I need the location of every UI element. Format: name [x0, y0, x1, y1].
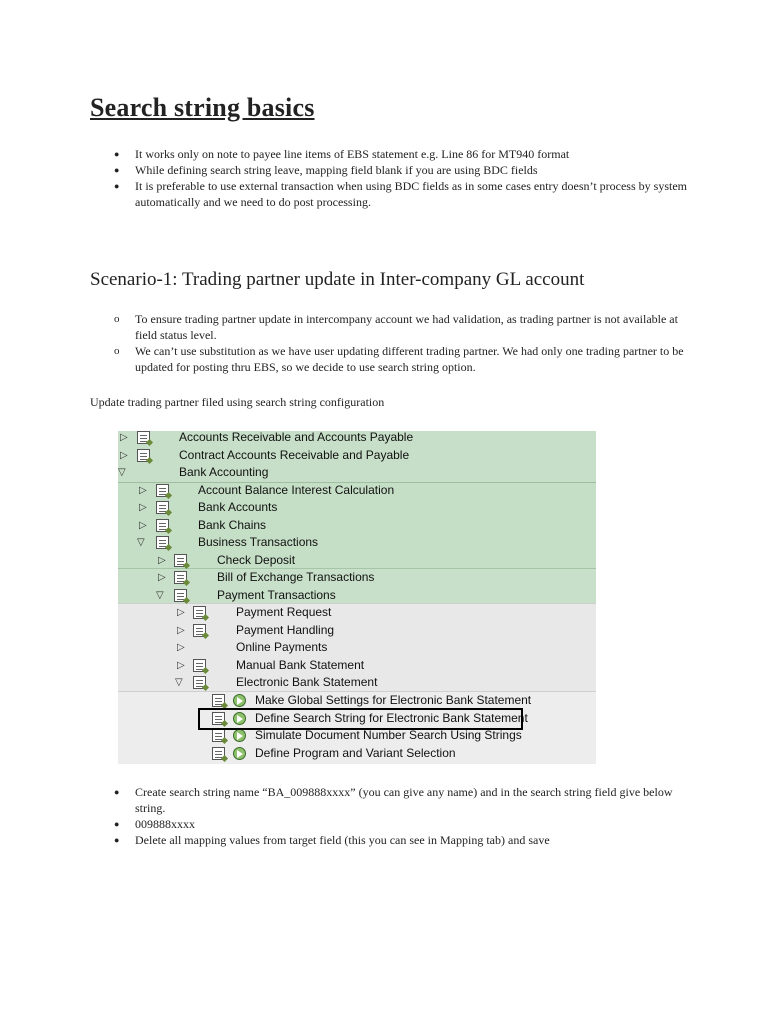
bullet-icon: ● [114, 181, 120, 191]
tree-node[interactable]: ▷ Manual Bank Statement [177, 658, 365, 672]
doc-icon [193, 659, 206, 672]
circle-bullet-icon: o [114, 345, 120, 357]
execute-icon[interactable] [233, 694, 246, 707]
tree-node[interactable]: ▷ Bank Accounts [139, 500, 278, 514]
expand-arrow-icon[interactable]: ▷ [177, 642, 185, 653]
list-item: ● 009888xxxx [114, 817, 195, 831]
list-item: ● Create search string name “BA_009888xxxx” (you can give any name) and in the search string field give below string. [114, 785, 673, 815]
tree-node[interactable]: ▷ Accounts Receivable and Accounts Payable [120, 431, 414, 444]
collapse-arrow-icon[interactable]: ▽ [156, 590, 164, 601]
doc-icon [174, 554, 187, 567]
expand-arrow-icon[interactable]: ▷ [120, 432, 128, 443]
doc-icon [193, 606, 206, 619]
page-title: Search string basics [90, 93, 315, 122]
expand-arrow-icon[interactable]: ▷ [177, 625, 185, 636]
expand-arrow-icon[interactable]: ▷ [177, 660, 185, 671]
doc-icon [212, 729, 225, 742]
doc-icon [212, 694, 225, 707]
doc-icon [156, 519, 169, 532]
expand-arrow-icon[interactable]: ▷ [158, 572, 166, 583]
expand-arrow-icon[interactable]: ▷ [158, 555, 166, 566]
list-item: o We can’t use substitution as we have user updating different trading partner. We had only one trading partner to be updated for posting thru EBS, so we decide to use search string option. [114, 344, 684, 374]
expand-arrow-icon[interactable]: ▷ [139, 520, 147, 531]
doc-icon [212, 747, 225, 760]
scenario-list [90, 311, 690, 375]
expand-arrow-icon[interactable]: ▷ [139, 485, 147, 496]
steps-list [90, 784, 690, 848]
tree-node[interactable]: ▽ Electronic Bank Statement [175, 675, 378, 689]
tree-node[interactable]: ▷ Payment Request [177, 605, 332, 619]
tree-node[interactable]: ▷ Check Deposit [158, 553, 296, 567]
doc-icon [137, 431, 150, 444]
highlight-box [198, 708, 523, 730]
tree-node[interactable]: ▽ Bank Accounting [118, 465, 269, 479]
execute-icon[interactable] [233, 729, 246, 742]
basics-list [90, 146, 690, 210]
doc-icon [174, 571, 187, 584]
bullet-icon: ● [114, 819, 120, 829]
doc-icon [156, 536, 169, 549]
expand-arrow-icon[interactable]: ▷ [120, 450, 128, 461]
expand-arrow-icon[interactable]: ▷ [139, 502, 147, 513]
tree-node[interactable]: ▷ Payment Handling [177, 623, 335, 637]
list-item: ● While defining search string leave, mapping field blank if you are using BDC fields [114, 163, 538, 177]
doc-icon [156, 484, 169, 497]
tree-node[interactable]: ▷ Account Balance Interest Calculation [139, 483, 395, 497]
tree-node[interactable]: Make Global Settings for Electronic Bank Statement [118, 692, 588, 709]
tree-node[interactable]: ▷ Bill of Exchange Transactions [158, 570, 375, 584]
tree-node[interactable]: Define Program and Variant Selection [118, 745, 588, 762]
list-item: ● Delete all mapping values from target field (this you can see in Mapping tab) and save [114, 833, 550, 847]
doc-icon [174, 589, 187, 602]
list-item: o To ensure trading partner update in intercompany account we had validation, as trading partner is not available at field status level. [114, 312, 678, 342]
tree-node[interactable]: Define Search String for Electronic Bank Statement [118, 710, 588, 727]
execute-icon[interactable] [233, 747, 246, 760]
collapse-arrow-icon[interactable]: ▽ [175, 677, 183, 688]
bullet-icon: ● [114, 149, 120, 159]
bullet-icon: ● [114, 835, 120, 845]
tree-node[interactable]: ▽ Business Transactions [137, 535, 319, 549]
tree-node[interactable]: ▷ Bank Chains [139, 518, 267, 532]
doc-icon [137, 449, 150, 462]
tree-node[interactable]: ▽ Payment Transactions [156, 588, 336, 602]
collapse-arrow-icon[interactable]: ▽ [137, 537, 145, 548]
expand-arrow-icon[interactable]: ▷ [177, 607, 185, 618]
img-tree-screenshot [118, 431, 596, 764]
scenario-heading: Scenario-1: Trading partner update in Inter-company GL account [90, 269, 585, 290]
doc-icon [193, 676, 206, 689]
list-item: ● It is preferable to use external transaction when using BDC fields as in some cases entry doesn’t process by system automatically and we need to do post processing. [114, 179, 687, 209]
collapse-arrow-icon[interactable]: ▽ [118, 467, 126, 478]
config-caption: Update trading partner filed using search string configuration [90, 395, 385, 409]
bullet-icon: ● [114, 787, 120, 797]
bullet-icon: ● [114, 165, 120, 175]
tree-node[interactable]: ▷ Contract Accounts Receivable and Payable [120, 448, 410, 462]
tree-node[interactable]: Simulate Document Number Search Using Strings [118, 727, 588, 744]
list-item: ● It works only on note to payee line items of EBS statement e.g. Line 86 for MT940 format [114, 147, 570, 161]
doc-icon [156, 501, 169, 514]
circle-bullet-icon: o [114, 313, 120, 325]
doc-icon [193, 624, 206, 637]
tree-node[interactable]: ▷ Online Payments [177, 640, 328, 654]
